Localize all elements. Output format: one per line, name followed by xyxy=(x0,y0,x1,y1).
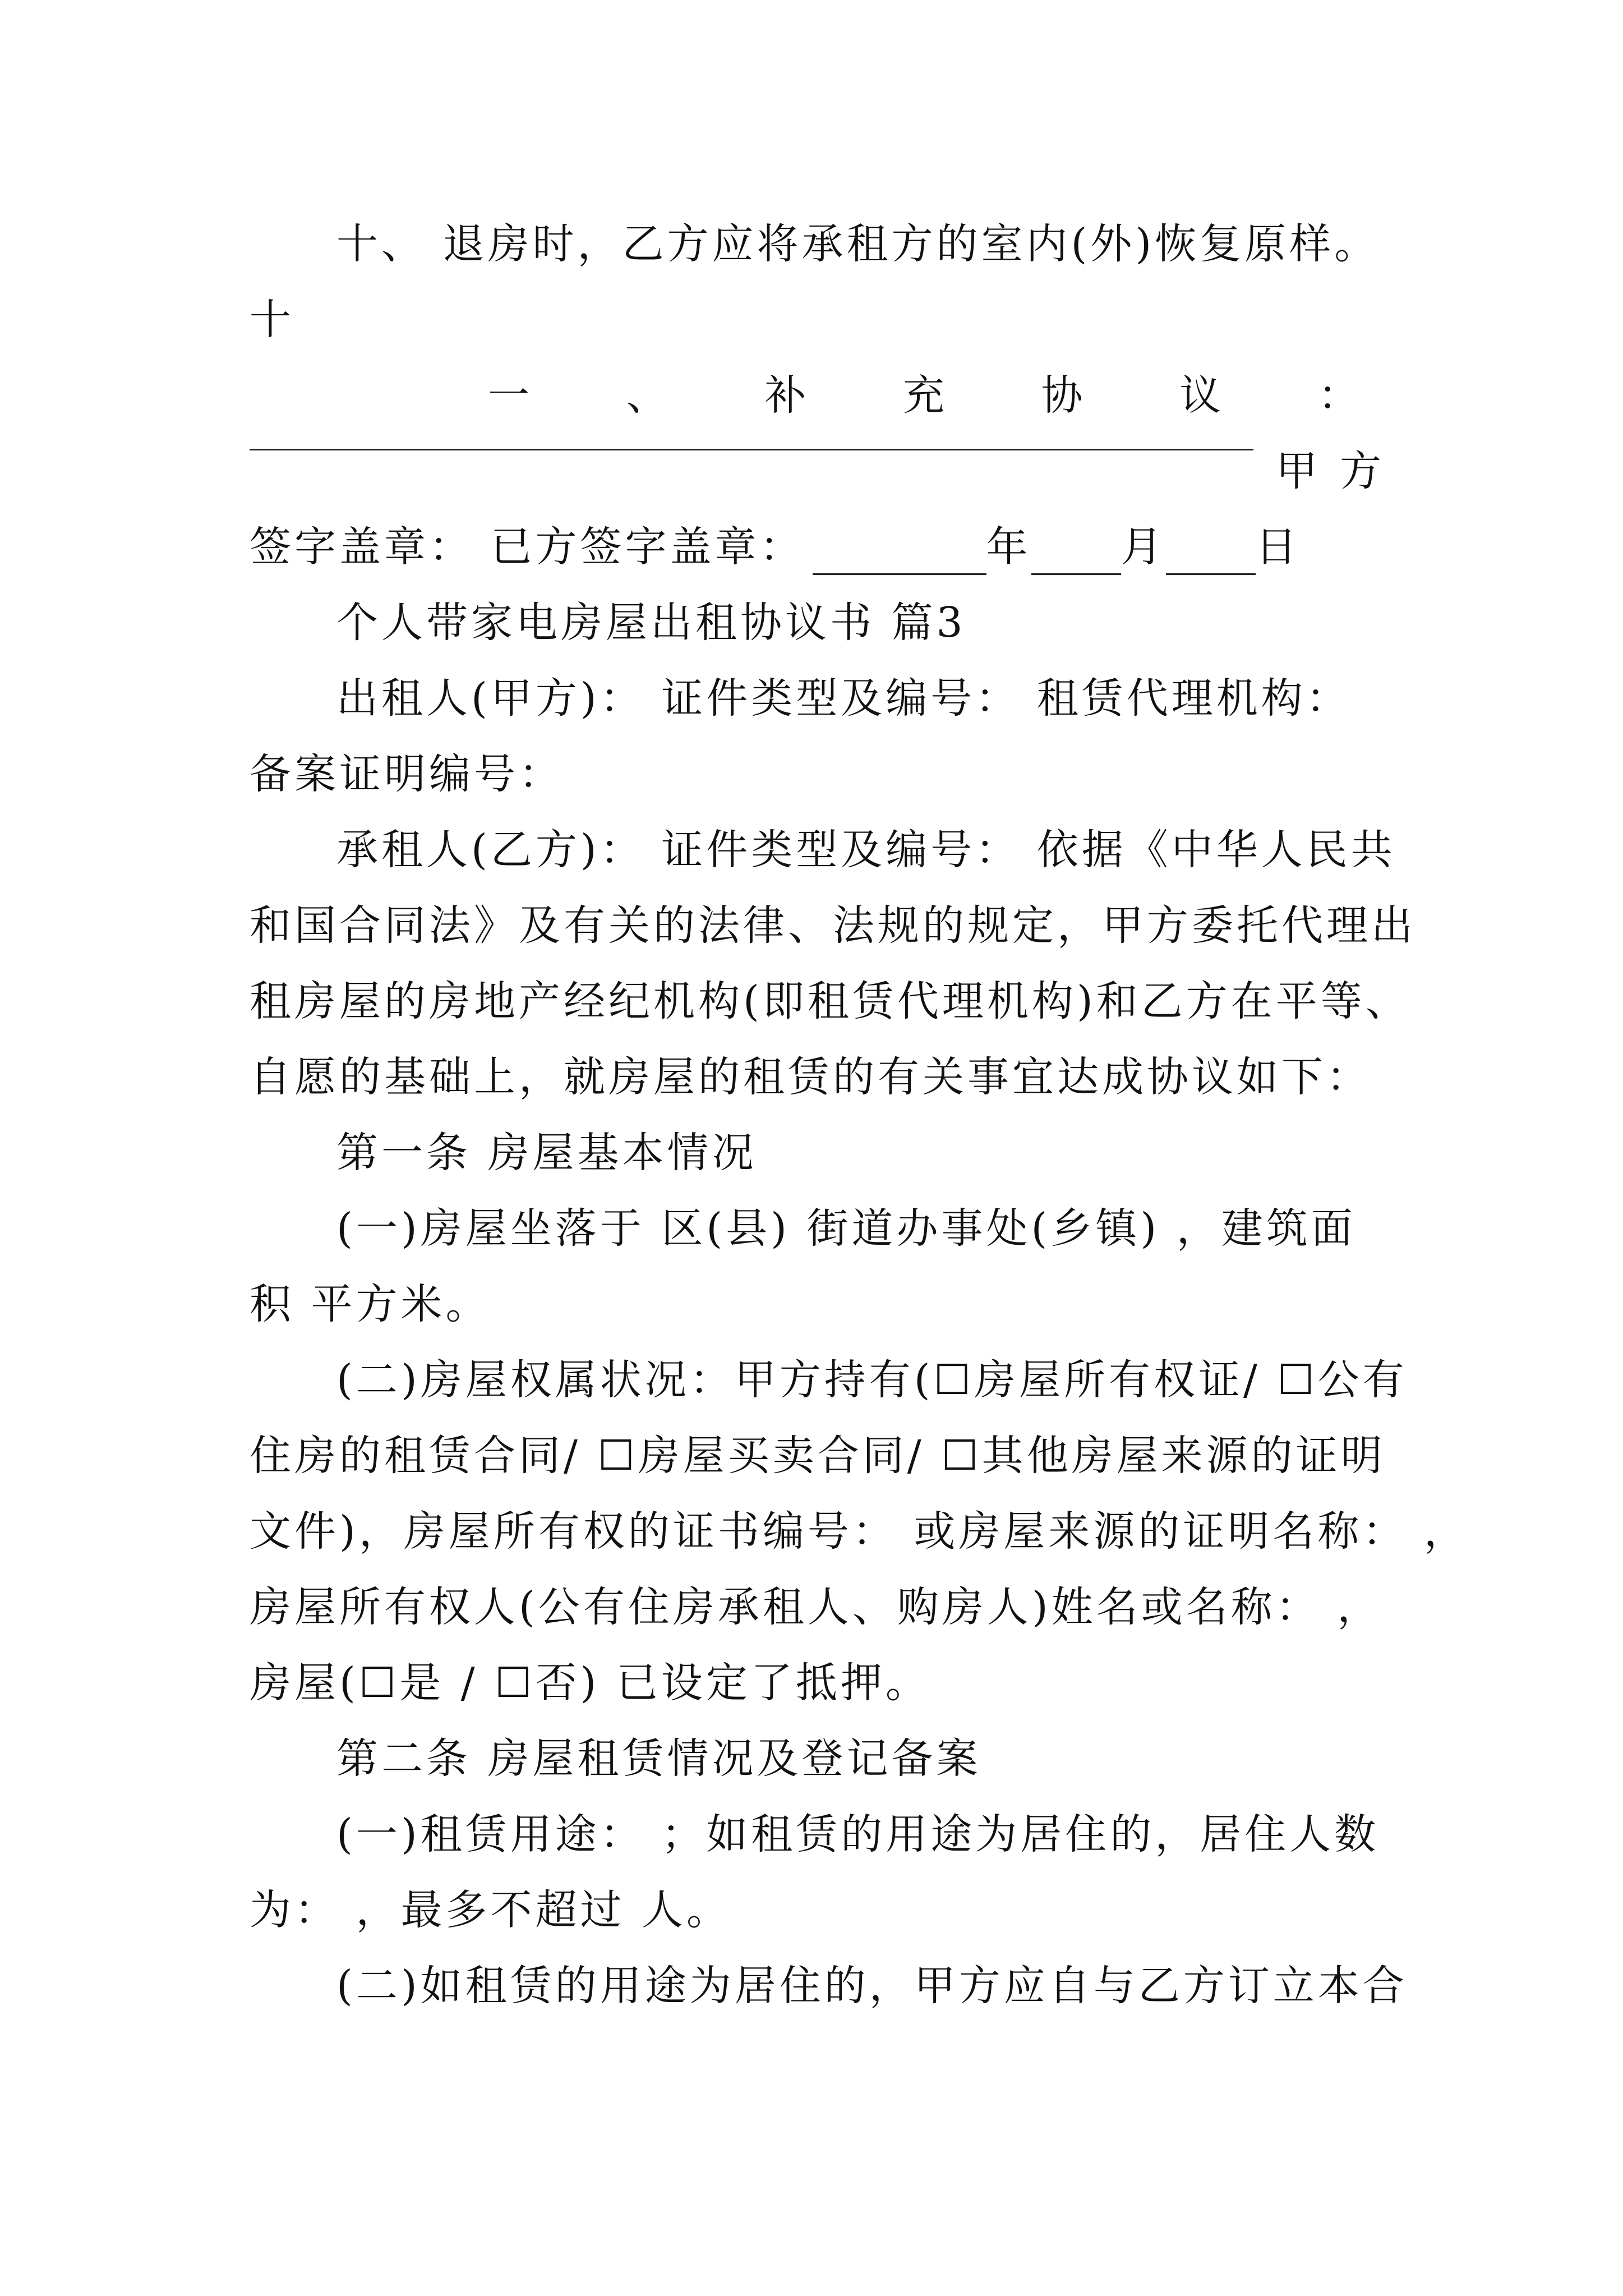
lessor-line: 出租人(甲方)： 证件类型及编号： 租赁代理机构： xyxy=(336,674,1351,723)
month-label: 月 xyxy=(1121,523,1166,571)
heading-char-4: 充 xyxy=(902,371,948,420)
signature-row xyxy=(250,519,1422,575)
signature-label: 签字盖章： 已方签字盖章： xyxy=(250,523,805,571)
body-line-17: 住房的租赁合同/ ☐房屋买卖合同/ ☐其他房屋来源的证明 xyxy=(250,1432,1386,1480)
heading-char-3: 补 xyxy=(764,371,810,420)
body-line-23: 为： ，最多不超过 人。 xyxy=(250,1886,732,1934)
article-one-heading: 第一条 房屋基本情况 xyxy=(336,1129,757,1177)
body-line-20: 房屋(☐是 / ☐否) 已设定了抵押。 xyxy=(250,1659,930,1707)
body-line-11: 租房屋的房地产经纪机构(即租赁代理机构)和乙方在平等、 xyxy=(250,977,1410,1025)
party-a-label: 甲方 xyxy=(1276,447,1404,495)
body-line-12: 自愿的基础上，就房屋的租赁的有关事宜达成协议如下： xyxy=(250,1053,1371,1101)
day-label: 日 xyxy=(1255,523,1301,571)
body-line-16: (二)房屋权属状况：甲方持有(☐房屋所有权证/ ☐公有 xyxy=(336,1356,1408,1404)
section-title: 个人带家电房屋出租协议书 篇3 xyxy=(336,599,966,647)
article-two-heading: 第二条 房屋租赁情况及登记备案 xyxy=(336,1734,981,1783)
heading-char-2: 、 xyxy=(626,371,671,420)
body-line-10: 和国合同法》及有关的法律、法规的规定，甲方委托代理出 xyxy=(250,901,1416,950)
year-label: 年 xyxy=(986,523,1031,571)
supplement-blank-line xyxy=(250,449,1253,450)
day-blank xyxy=(1166,534,1256,575)
clause-eleven-prefix: 十 xyxy=(250,296,294,344)
body-line-18: 文件)，房屋所有权的证书编号： 或房屋来源的证明名称： ， xyxy=(250,1507,1469,1556)
filing-number-line: 备案证明编号： xyxy=(250,750,564,798)
heading-char-7: ： xyxy=(1317,371,1363,420)
year-blank xyxy=(813,534,986,575)
heading-char-6: 议 xyxy=(1179,371,1225,420)
supplement-heading xyxy=(488,367,1363,424)
clause-ten: 十、 退房时，乙方应将承租方的室内(外)恢复原样。 xyxy=(336,220,1380,268)
lessee-line: 承租人(乙方)： 证件类型及编号： 依据《中华人民共 xyxy=(336,826,1396,874)
heading-char-5: 协 xyxy=(1041,371,1086,420)
body-line-24: (二)如租赁的用途为居住的，甲方应自与乙方订立本合 xyxy=(336,1962,1408,2010)
heading-char-1: 一 xyxy=(488,371,533,420)
body-line-19: 房屋所有权人(公有住房承租人、购房人)姓名或名称： ， xyxy=(250,1583,1382,1631)
body-line-15: 积 平方米。 xyxy=(250,1280,491,1328)
body-line-22: (一)租赁用途： ；如租赁的用途为居住的，居住人数 xyxy=(336,1810,1380,1858)
month-blank xyxy=(1031,534,1121,575)
body-line-14: (一)房屋坐落于 区(县) 街道办事处(乡镇) ，建筑面 xyxy=(336,1204,1356,1253)
